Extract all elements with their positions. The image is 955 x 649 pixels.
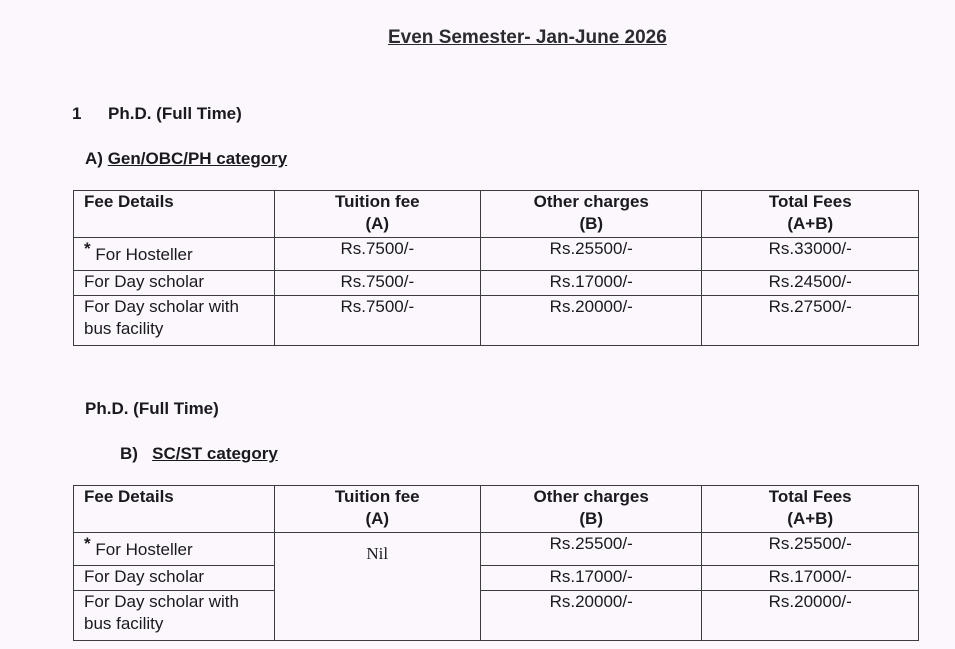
asterisk-marker: * <box>84 239 91 258</box>
category-name: SC/ST category <box>152 444 278 463</box>
table-row <box>74 566 919 591</box>
table-row <box>74 591 919 641</box>
tuition-nil-value: Nil <box>274 533 480 641</box>
table-row <box>74 296 919 346</box>
row-label: * For Hosteller <box>74 533 275 566</box>
fee-table-sc-st <box>73 485 919 641</box>
header-total-fees: Total Fees (A+B) <box>702 486 919 533</box>
category-prefix: A) <box>85 149 103 168</box>
other-charges-value: Rs.25500/- <box>480 533 701 566</box>
table-row <box>74 238 919 271</box>
header-fee-details: Fee Details <box>74 191 275 238</box>
row-label: For Day scholar with bus facility <box>74 296 275 346</box>
row-label: * For Hosteller <box>74 238 275 271</box>
total-value: Rs.17000/- <box>702 566 919 591</box>
other-charges-value: Rs.25500/- <box>481 238 702 271</box>
tuition-value: Rs.7500/- <box>274 238 481 271</box>
other-charges-value: Rs.17000/- <box>480 566 701 591</box>
tuition-value: Rs.7500/- <box>274 296 481 346</box>
other-charges-value: Rs.20000/- <box>480 591 701 641</box>
category-name: Gen/OBC/PH category <box>107 149 288 168</box>
row-label: For Day scholar <box>74 271 275 296</box>
fee-table-gen-obc-ph <box>73 190 919 346</box>
asterisk-marker: * <box>84 534 91 553</box>
other-charges-value: Rs.20000/- <box>481 296 702 346</box>
section-b-heading: Ph.D. (Full Time) <box>85 399 219 418</box>
total-value: Rs.33000/- <box>702 238 919 271</box>
header-fee-details: Fee Details <box>74 486 275 533</box>
category-prefix: B) <box>120 444 138 463</box>
row-label: For Day scholar with bus facility <box>74 591 275 641</box>
table-header-row <box>74 486 919 533</box>
table-row <box>74 533 919 566</box>
header-other-charges: Other charges (B) <box>481 191 702 238</box>
total-value: Rs.25500/- <box>702 533 919 566</box>
table-row <box>74 271 919 296</box>
category-a-heading <box>85 149 287 169</box>
header-tuition-fee: Tuition fee (A) <box>274 191 481 238</box>
document-title: Even Semester- Jan-June 2026 <box>388 27 667 48</box>
section-a-heading <box>72 104 242 124</box>
row-label: For Day scholar <box>74 566 275 591</box>
program-name: Ph.D. (Full Time) <box>108 104 242 123</box>
header-other-charges: Other charges (B) <box>480 486 701 533</box>
category-b-heading <box>120 444 278 464</box>
table-header-row <box>74 191 919 238</box>
header-tuition-fee: Tuition fee (A) <box>274 486 480 533</box>
total-value: Rs.20000/- <box>702 591 919 641</box>
total-value: Rs.27500/- <box>702 296 919 346</box>
total-value: Rs.24500/- <box>702 271 919 296</box>
section-number: 1 <box>72 104 82 123</box>
other-charges-value: Rs.17000/- <box>481 271 702 296</box>
header-total-fees: Total Fees (A+B) <box>702 191 919 238</box>
tuition-value: Rs.7500/- <box>274 271 481 296</box>
